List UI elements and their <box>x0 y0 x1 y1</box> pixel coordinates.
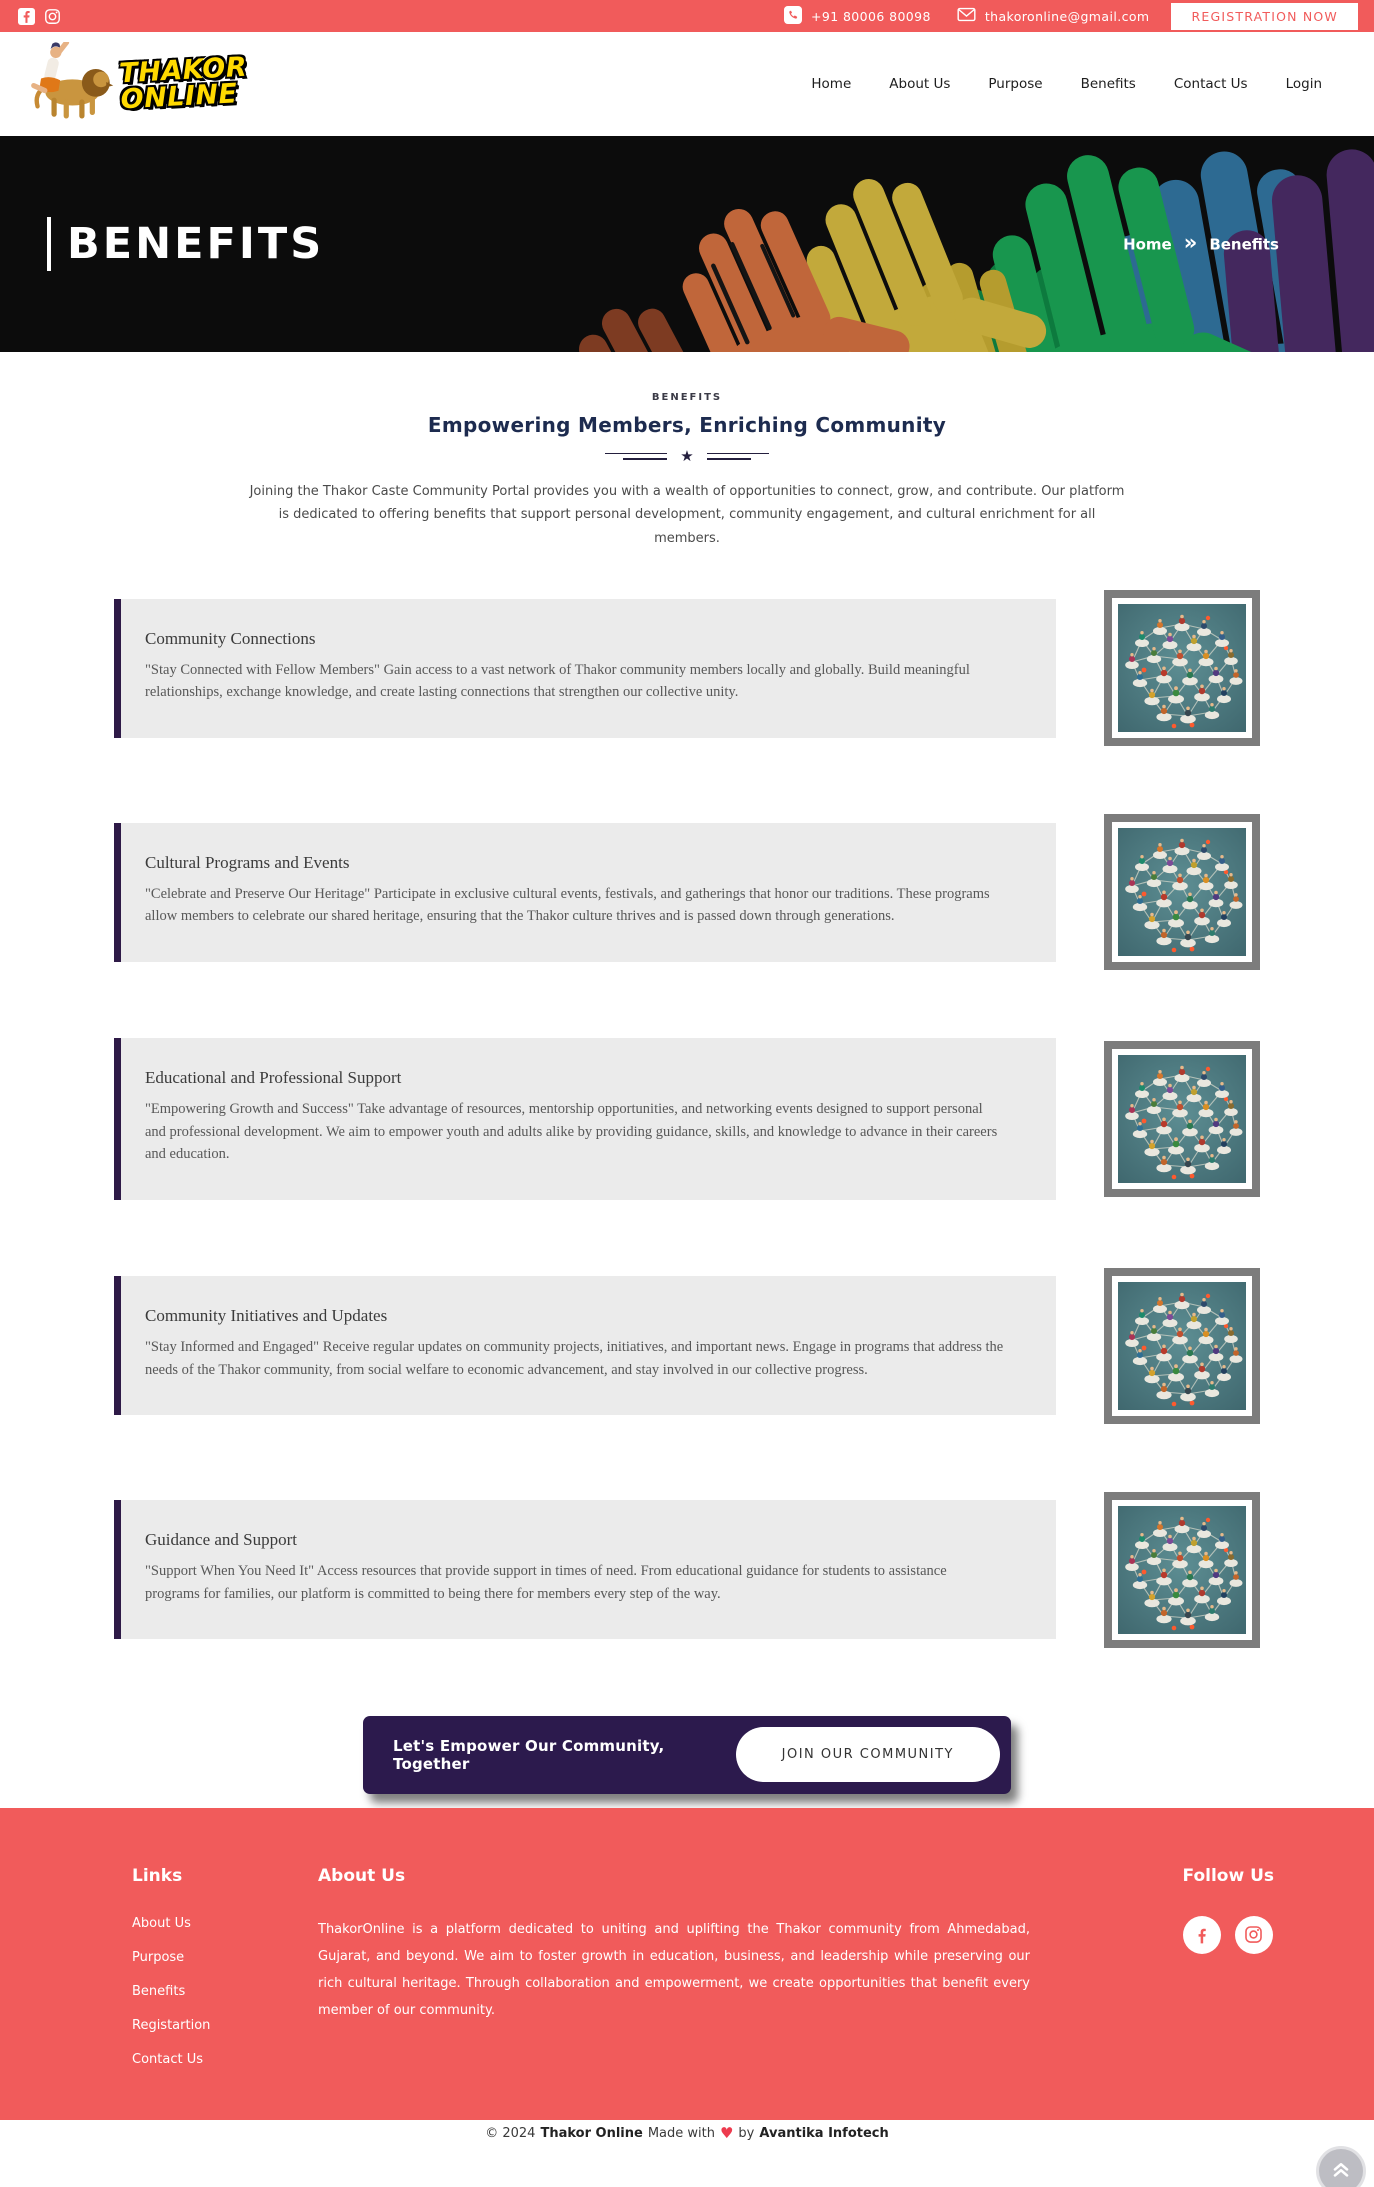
benefit-title: Cultural Programs and Events <box>145 852 350 872</box>
benefit-image <box>1104 1492 1260 1648</box>
by-text: by <box>738 2125 755 2141</box>
main-nav <box>811 76 1322 92</box>
topbar-phone-text: +91 80006 80098 <box>811 8 931 24</box>
breadcrumb-home-link[interactable]: Home <box>1123 235 1172 253</box>
footer-about-column <box>318 1866 1030 2120</box>
benefit-title: Community Initiatives and Updates <box>145 1306 388 1326</box>
section-description: Joining the Thakor Caste Community Portal provides you with a wealth of opportunities to connect, grow, and contribute. Our platform is dedicated to offering benefits that support personal development, community engagement, and cultural enrichment for all members. <box>249 484 1125 546</box>
nav-item[interactable]: About Us <box>889 76 951 92</box>
footer-link[interactable]: Purpose <box>132 1949 185 1965</box>
facebook-circle-icon[interactable] <box>1183 1916 1221 1954</box>
footer-link[interactable]: Contact Us <box>132 2051 203 2067</box>
benefit-title: Guidance and Support <box>145 1530 298 1550</box>
nav-item[interactable]: Home <box>811 76 852 92</box>
benefit-image <box>1104 814 1260 970</box>
star-divider <box>0 449 1374 464</box>
footer-links-heading: Links <box>132 1865 183 1886</box>
footer-follow-heading: Follow Us <box>1182 1865 1274 1886</box>
copyright-text: © 2024 <box>485 2125 536 2141</box>
footer-links-column <box>132 1866 318 2120</box>
benefit-row <box>114 1038 1260 1199</box>
section-label: BENEFITS <box>651 392 723 403</box>
footer-link[interactable]: Registartion <box>132 2017 211 2033</box>
benefit-card <box>114 1038 1056 1199</box>
benefit-card <box>114 599 1056 738</box>
mail-icon <box>957 7 976 25</box>
nav-item[interactable]: Purpose <box>988 76 1043 92</box>
footer-about-text: ThakorOnline is a platform dedicated to uniting and uplifting the Thakor community from Ahmedabad, Gujarat, and beyond. We aim to foster growth in education, business, and leadership while preserving our rich cultural heritage. Through collaboration and empowerment, we create opportunities that benefit every member of our community. <box>318 1921 1030 2019</box>
breadcrumb <box>1123 230 1279 255</box>
cta-banner <box>363 1716 1011 1794</box>
bottombar <box>0 2120 1374 2147</box>
benefit-description: "Stay Connected with Fellow Members" Gain access to a vast network of Thakor community members locally and globally. Build meaningful relationships, exchange knowledge, and create lasting connections that strengthen our collective unity. <box>145 661 970 701</box>
benefit-row <box>114 814 1260 970</box>
footer-link[interactable]: Benefits <box>132 1983 186 1999</box>
benefit-image <box>1104 1041 1260 1197</box>
benefit-title: Educational and Professional Support <box>145 1068 402 1088</box>
footer-social-icons <box>1183 1916 1274 1954</box>
topbar-email-text: thakoronline@gmail.com <box>984 8 1150 24</box>
benefit-title: Community Connections <box>145 628 316 648</box>
footer-follow-column <box>1183 1866 1274 2120</box>
section-heading: Empowering Members, Enriching Community <box>427 413 947 437</box>
benefit-row <box>114 1492 1260 1648</box>
instagram-icon[interactable] <box>44 8 61 25</box>
star-icon: ★ <box>680 447 694 465</box>
phone-icon <box>784 6 802 27</box>
nav-item[interactable]: Login <box>1285 76 1322 92</box>
brand-name: Thakor Online <box>540 2125 643 2141</box>
logo-text <box>118 51 249 116</box>
registration-now-button[interactable]: REGISTRATION NOW <box>1171 3 1358 30</box>
nav-item[interactable]: Contact Us <box>1173 76 1248 92</box>
logo-line1: THAKOR <box>118 51 248 89</box>
benefit-image <box>1104 590 1260 746</box>
cta-text: Let's Empower Our Community, Together <box>393 1736 665 1773</box>
benefit-description: "Empowering Growth and Success" Take advantage of resources, mentorship opportunities, and networking events designed to support personal and professional development. We aim to empower youth and adults alike by providing guidance, skills, and knowledge to advance in their careers and education. <box>145 1101 998 1163</box>
benefit-description: "Celebrate and Preserve Our Heritage" Participate in exclusive cultural events, festivals, and gatherings that honor our traditions. These programs allow members to celebrate our shared heritage, ensuring that the Thakor culture thrives and is passed down through generations. <box>145 885 990 925</box>
footer-about-heading: About Us <box>318 1865 406 1886</box>
benefit-card <box>114 823 1056 962</box>
benefit-card <box>114 1500 1056 1639</box>
footer <box>0 1808 1374 2120</box>
benefit-card <box>114 1276 1056 1415</box>
instagram-circle-icon[interactable] <box>1235 1916 1273 1954</box>
benefit-row <box>114 1268 1260 1424</box>
made-with-text: Made with <box>647 2125 715 2141</box>
topbar <box>0 0 1374 32</box>
thakor-lion-logo-icon <box>20 42 116 126</box>
topbar-email[interactable] <box>957 7 1150 25</box>
double-chevron-right-icon: » <box>1183 230 1198 255</box>
benefits-list <box>114 590 1260 1647</box>
benefit-row <box>114 590 1260 746</box>
credit-name: Avantika Infotech <box>759 2125 889 2141</box>
benefit-description: "Support When You Need It" Access resources that provide support in times of need. From educational guidance for students to assistance programs for families, our platform is committed to being there for members every step of the way. <box>145 1563 947 1602</box>
breadcrumb-current: Benefits <box>1209 235 1279 253</box>
logo-line2: ONLINE <box>119 78 239 116</box>
double-chevron-up-icon <box>1329 2157 1353 2185</box>
logo[interactable] <box>20 42 248 126</box>
heart-icon: ♥ <box>719 2123 734 2142</box>
topbar-phone[interactable] <box>784 6 931 27</box>
facebook-icon[interactable] <box>18 8 35 25</box>
scroll-to-top-button[interactable] <box>1316 2146 1366 2187</box>
benefits-intro-section <box>0 392 1374 550</box>
footer-links-list <box>132 1916 318 2067</box>
page-title: BENEFITS <box>67 219 325 269</box>
hero-accent-bar <box>47 217 51 271</box>
benefit-image <box>1104 1268 1260 1424</box>
benefit-description: "Stay Informed and Engaged" Receive regular updates on community projects, initiatives, and important news. Engage in programs that address the needs of the Thakor community, from social welfare to economic advancement, and stay involved in our collective progress. <box>145 1339 1004 1378</box>
topbar-social <box>18 8 61 25</box>
footer-link[interactable]: About Us <box>132 1915 191 1931</box>
header <box>0 32 1374 136</box>
hero-banner <box>0 136 1374 352</box>
join-community-button[interactable]: JOIN OUR COMMUNITY <box>736 1727 1000 1782</box>
nav-item[interactable]: Benefits <box>1080 76 1136 92</box>
